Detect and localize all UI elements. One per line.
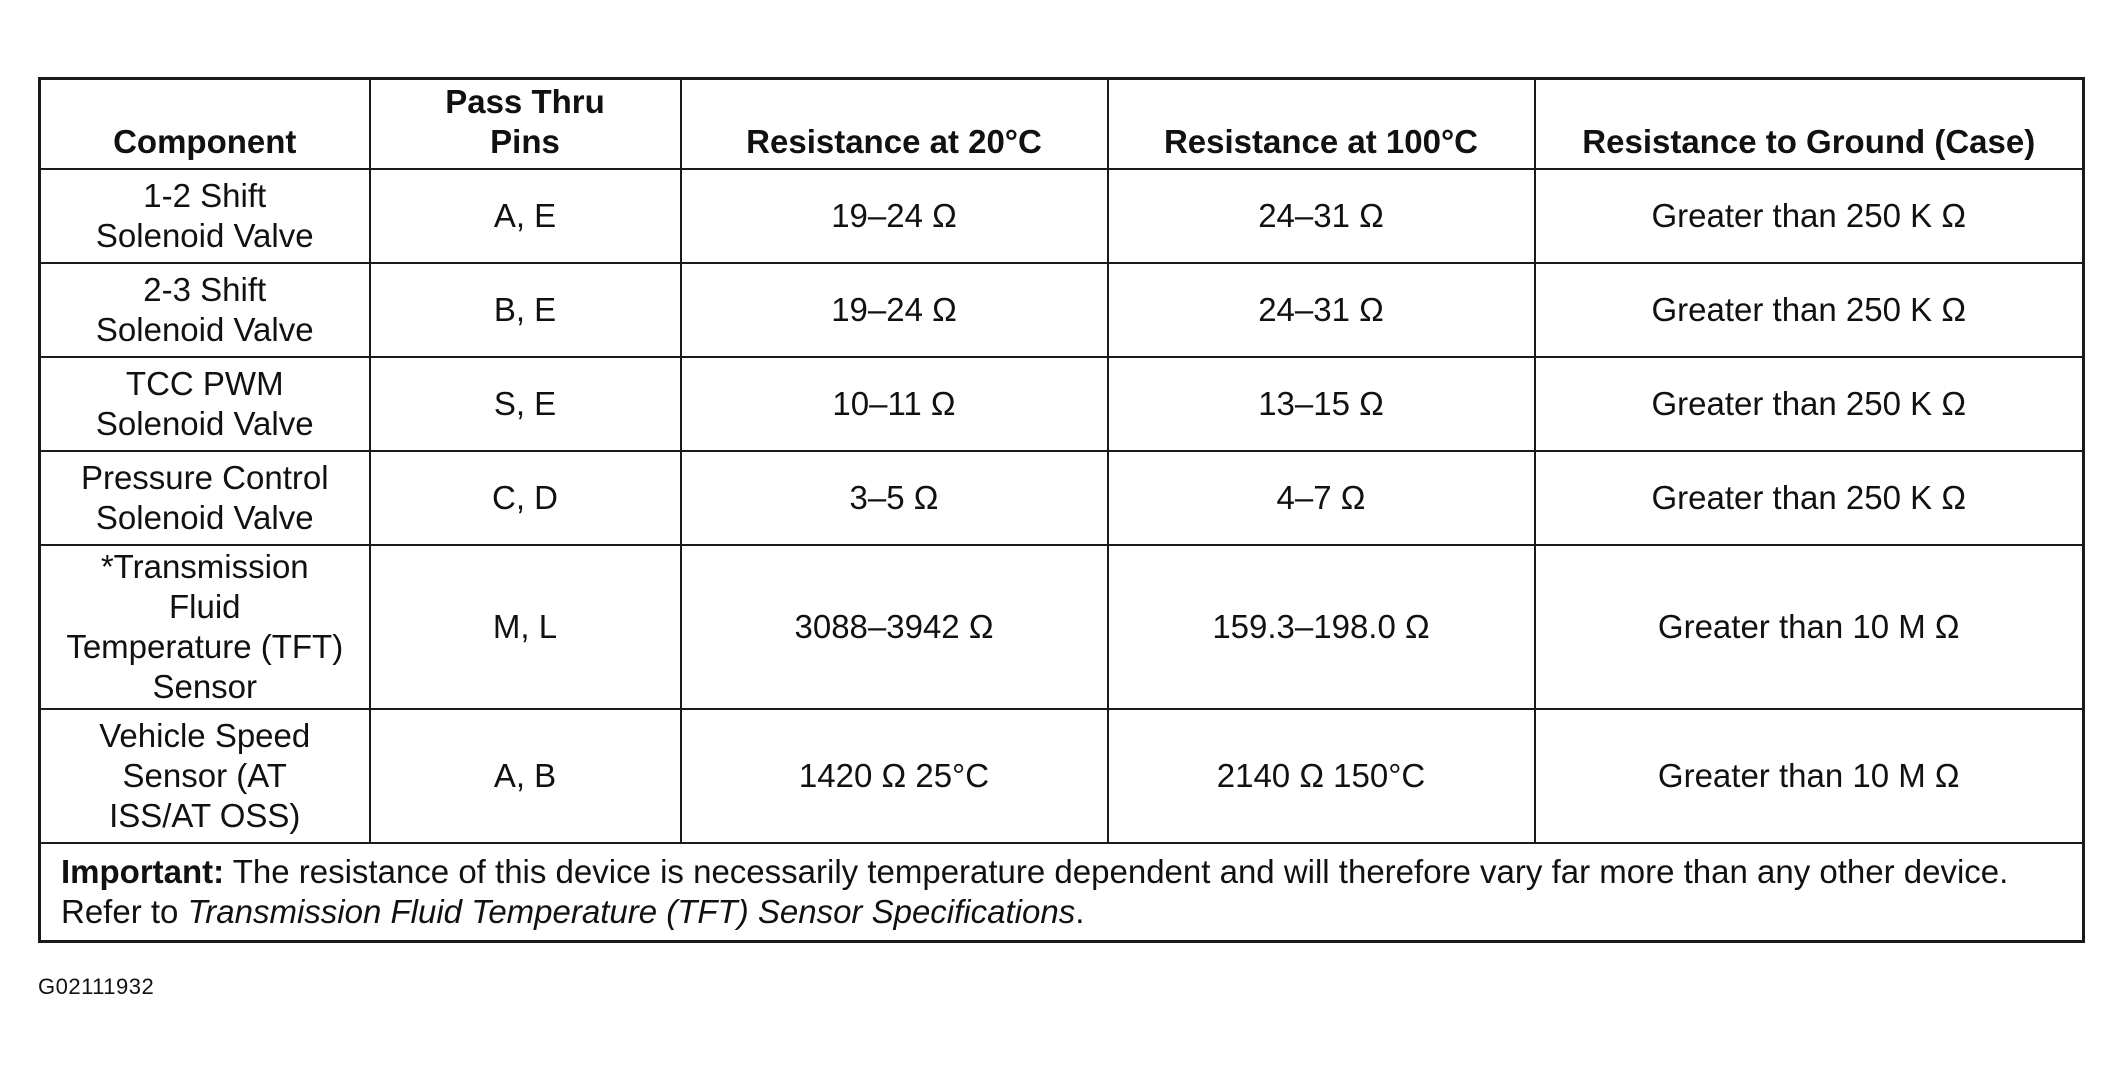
header-component: Component xyxy=(40,79,370,170)
cell-component: 1-2 Shift Solenoid Valve xyxy=(40,169,370,263)
figure-id: G02111932 xyxy=(38,974,155,999)
table-row xyxy=(40,545,2084,709)
note-reference: Transmission Fluid Temperature (TFT) Sensor Specifications xyxy=(187,893,1076,930)
cell-pins: A, E xyxy=(370,169,681,263)
cell-resistance-20c: 19–24 Ω xyxy=(681,169,1108,263)
cell-pins: M, L xyxy=(370,545,681,709)
cell-resistance-100c: 2140 Ω 150°C xyxy=(1108,709,1535,843)
cell-component: 2-3 Shift Solenoid Valve xyxy=(40,263,370,357)
cell-resistance-100c: 4–7 Ω xyxy=(1108,451,1535,545)
cell-component: TCC PWM Solenoid Valve xyxy=(40,357,370,451)
note-row xyxy=(40,843,2084,942)
important-note xyxy=(40,843,2084,942)
header-resistance-20c: Resistance at 20°C xyxy=(681,79,1108,170)
cell-resistance-20c: 10–11 Ω xyxy=(681,357,1108,451)
note-end: . xyxy=(1075,893,1085,930)
header-resistance-to-ground: Resistance to Ground (Case) xyxy=(1535,79,2084,170)
table-row xyxy=(40,357,2084,451)
note-label: Important: xyxy=(61,853,225,890)
cell-resistance-ground: Greater than 250 K Ω xyxy=(1535,357,2084,451)
table-row xyxy=(40,169,2084,263)
cell-resistance-ground: Greater than 10 M Ω xyxy=(1535,545,2084,709)
cell-pins: A, B xyxy=(370,709,681,843)
cell-resistance-100c: 24–31 Ω xyxy=(1108,263,1535,357)
table-row xyxy=(40,263,2084,357)
cell-component: *Transmission Fluid Temperature (TFT) Sensor xyxy=(40,545,370,709)
specification-figure xyxy=(38,77,2082,943)
cell-resistance-20c: 3088–3942 Ω xyxy=(681,545,1108,709)
cell-pins: C, D xyxy=(370,451,681,545)
cell-resistance-ground: Greater than 10 M Ω xyxy=(1535,709,2084,843)
table-header-row xyxy=(40,79,2084,170)
cell-resistance-ground: Greater than 250 K Ω xyxy=(1535,169,2084,263)
table-row xyxy=(40,709,2084,843)
table-row xyxy=(40,451,2084,545)
cell-resistance-ground: Greater than 250 K Ω xyxy=(1535,263,2084,357)
cell-component: Vehicle Speed Sensor (AT ISS/AT OSS) xyxy=(40,709,370,843)
cell-resistance-20c: 19–24 Ω xyxy=(681,263,1108,357)
cell-resistance-100c: 13–15 Ω xyxy=(1108,357,1535,451)
cell-resistance-ground: Greater than 250 K Ω xyxy=(1535,451,2084,545)
cell-resistance-100c: 159.3–198.0 Ω xyxy=(1108,545,1535,709)
resistance-spec-table xyxy=(38,77,2085,943)
note-text: The resistance of this device is necessarily temperature dependent and will therefore vary far more than any other device. Refer to xyxy=(61,853,2009,930)
header-pass-thru-pins: Pass Thru Pins xyxy=(370,79,681,170)
header-resistance-100c: Resistance at 100°C xyxy=(1108,79,1535,170)
cell-pins: B, E xyxy=(370,263,681,357)
cell-resistance-100c: 24–31 Ω xyxy=(1108,169,1535,263)
cell-pins: S, E xyxy=(370,357,681,451)
cell-component: Pressure Control Solenoid Valve xyxy=(40,451,370,545)
cell-resistance-20c: 1420 Ω 25°C xyxy=(681,709,1108,843)
cell-resistance-20c: 3–5 Ω xyxy=(681,451,1108,545)
